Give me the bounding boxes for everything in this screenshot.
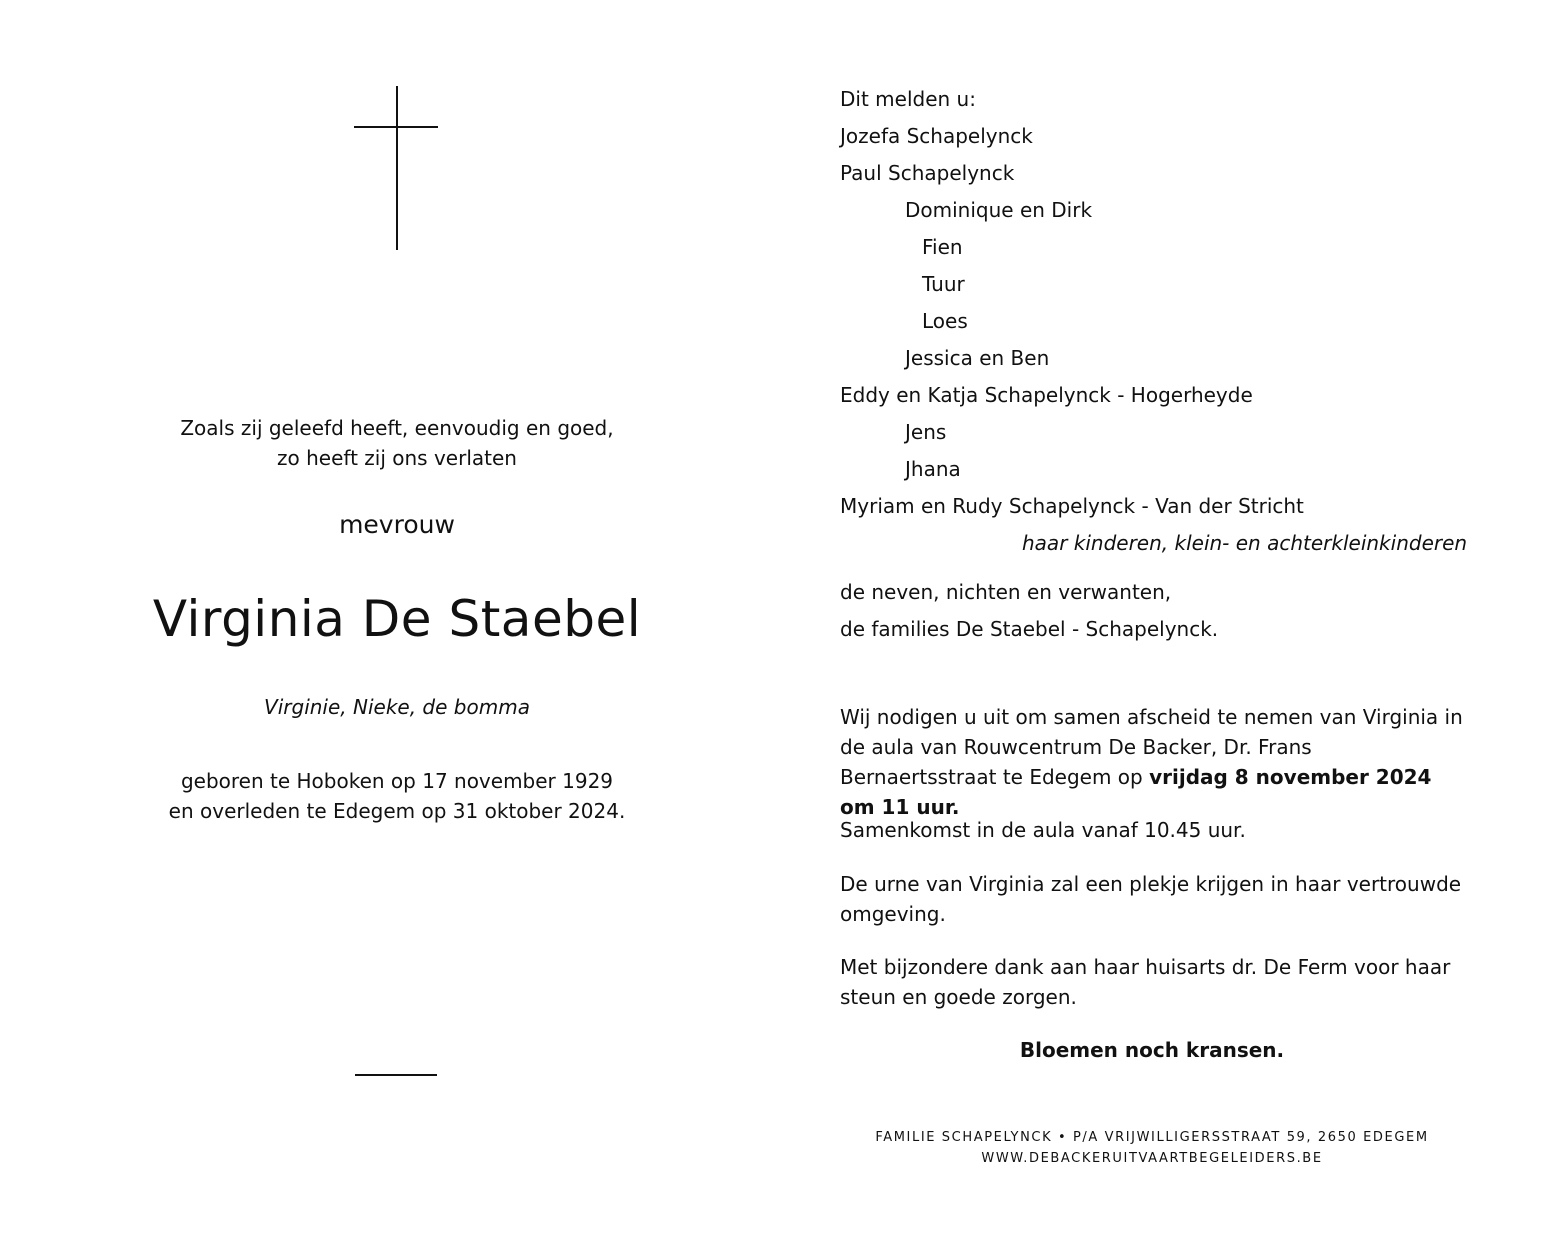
motto-line-1: Zoals zij geleefd heeft, eenvoudig en goed, [180,416,614,440]
family-member: Dominique en Dirk [905,198,1093,222]
no-flowers-note: Bloemen noch kransen. [1019,1038,1285,1062]
invitation-text: Wij nodigen u uit om samen afscheid te nemen van Virginia in de aula van Rouwcentrum De Backer, Dr. Frans Bernaertsstraat te Edegem op [840,705,1463,789]
honorific: mevrouw [339,510,455,539]
died-line: en overleden te Edegem op 31 oktober 2024. [168,799,626,823]
cross-icon-crossbar [354,126,438,128]
gathering-paragraph: Samenkomst in de aula vanaf 10.45 uur. [840,818,1246,842]
family-member: Eddy en Katja Schapelynck - Hogerheyde [840,383,1253,407]
urn-paragraph: De urne van Virginia zal een plekje krijgen in haar vertrouwde omgeving. [840,872,1462,926]
cross-icon [396,86,398,250]
footer-website[interactable]: WWW.DEBACKERUITVAARTBEGELEIDERS.BE [981,1151,1323,1166]
deceased-name: Virginia De Staebel [152,590,642,648]
family-member: Paul Schapelynck [840,161,1015,185]
family-member: Tuur [922,272,965,296]
family-member: Jessica en Ben [905,346,1050,370]
announce-line: Dit melden u: [840,87,976,111]
motto [80,413,714,473]
family-summary: haar kinderen, klein- en achterkleinkinderen [1022,531,1468,555]
footer [840,1127,1464,1169]
ceremony-datetime: vrijdag 8 november 2024 om 11 uur. [840,765,1432,819]
motto-line-2: zo heeft zij ons verlaten [277,446,517,470]
family-member: Myriam en Rudy Schapelynck - Van der Stricht [840,494,1304,518]
family-member: Jens [905,420,947,444]
relatives-line: de neven, nichten en verwanten, [840,580,1172,604]
family-member: Jozefa Schapelynck [840,124,1033,148]
family-member: Loes [922,309,968,333]
invitation-paragraph [840,702,1470,822]
life-dates [80,766,714,826]
divider [355,1074,437,1076]
born-line: geboren te Hoboken op 17 november 1929 [180,769,614,793]
family-member: Fien [922,235,963,259]
footer-address: FAMILIE SCHAPELYNCK • P/A VRIJWILLIGERSSTRAAT 59, 2650 EDEGEM [875,1130,1429,1145]
family-member: Jhana [905,457,961,481]
families-line: de families De Staebel - Schapelynck. [840,617,1219,641]
thanks-paragraph: Met bijzondere dank aan haar huisarts dr. De Ferm voor haar steun en goede zorgen. [840,955,1451,1009]
nicknames: Virginie, Nieke, de bomma [264,695,530,719]
